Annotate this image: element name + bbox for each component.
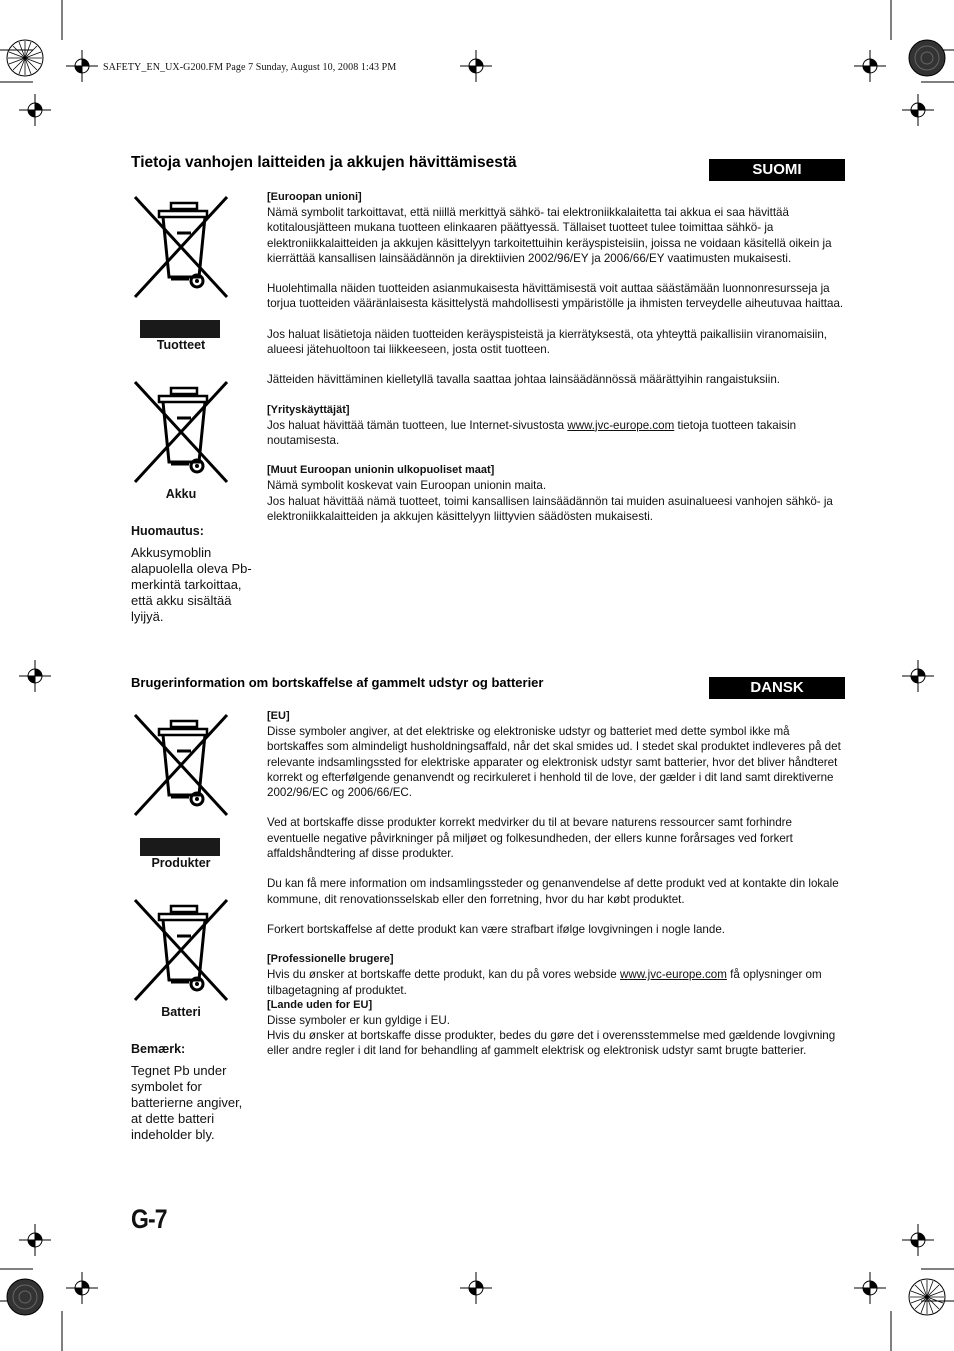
finnish-section-title: Tietoja vanhojen laitteiden ja akkujen hävittämisestä: [131, 154, 517, 171]
page-number: G-7: [131, 1204, 167, 1234]
paragraph: Hvis du ønsker at bortskaffe dette produkt, kan du på vores webside www.jvc-europe.com få oplysninger om tilbagetagning af produktet.: [267, 968, 822, 997]
paragraph: Disse symboler angiver, at det elektriske og elektroniske udstyr og batteriet med dette symbol ikke må bortskaffes som almindeligt husholdningsaffald, når det skal smides ud. I stedet skal produktet indleveres på det relevante indsamlingssted for elektriske apparater og elektronisk udstyr samt batterier, hvor det bliver håndteret korrekt og efterfølgende genanvendt og recirkuleret i henhold til de love, der gælder i dit land samt direktiverne 2002/96/EC og 2006/66/EC.: [267, 725, 841, 800]
paragraph: Hvis du ønsker at bortskaffe disse produkter, bedes du gøre det i overensstemmelse med gældende lovgivning eller andre regler i dit land for behandling af gammelt elektrisk og elektronisk udstyr samt brugte batterier.: [267, 1029, 836, 1058]
paragraph: Jätteiden hävittäminen kielletyllä tavalla saattaa johtaa lainsäädännössä määrättyihin rangaistuksiin.: [267, 373, 781, 387]
paragraph: Huolehtimalla näiden tuotteiden asianmukaisesta hävittämisestä voit auttaa säästämään luonnonresursseja ja torjua tuotteiden vääränlaisesta käsittelystä mahdollisesti ympäristölle ja ihmisten terveydelle aiheutuvaa haittaa.: [267, 282, 844, 311]
note-text: Tegnet Pb under symbolet for batterierne angiver, at dette batteri indeholder bly.: [131, 1063, 243, 1142]
language-badge-danish: DANSK: [709, 677, 845, 699]
paragraph: Nämä symbolit tarkoittavat, että niillä merkittyä sähkö- tai elektroniikkalaitetta tai akkua ei saa hävittää kotitalousjätteen mukana tuotteen elinkaaren päättyessä. Tällaiset tuotteet tulee toimittaa sähkö- ja elektroniikkalaitteiden ja akkujen käsittelyyn tarkoitettuihin keräyspisteisiin, joissa ne voidaan käsitellä oikein ja kierrättää kansallisen lainsäädännön ja direktiivien 2002/96/EY ja 2006/66/EY vaatimusten mukaisesti.: [267, 206, 832, 265]
crossed-bin-icon: [131, 193, 233, 303]
crossed-bin-battery-icon: [131, 896, 233, 1006]
paragraph: Du kan få mere information om indsamlingssteder og genanvendelse af dette produkt ved at kontakte din lokale kommune, dit renovationsselskab eller den forretning, hvor du har købt produktet.: [267, 877, 839, 906]
jvc-europe-link[interactable]: www.jvc-europe.com: [567, 418, 675, 432]
paragraph: Jos haluat lisätietoja näiden tuotteiden keräyspisteistä ja kierrätyksestä, ota yhteyttä paikallisiin viranomaisiin, alueesi jätehuoltoon tai liikkeeseen, josta ostit tuotteen.: [267, 327, 828, 357]
danish-body: [267, 709, 845, 1059]
note-heading: Bemærk:: [131, 1042, 186, 1056]
paragraph: Jos haluat hävittää tämän tuotteen, lue Internet-sivustosta www.jvc-europe.com tietoja tuotteen takaisin noutamisesta.: [267, 418, 797, 447]
danish-section-title: Brugerinformation om bortskaffelse af gammelt udstyr og batterier: [131, 675, 544, 690]
paragraph: Disse symboler er kun gyldige i EU.: [267, 1013, 450, 1027]
language-badge-finnish: SUOMI: [709, 159, 845, 181]
note-heading: Huomautus:: [131, 524, 204, 538]
product-caption: Tuotteet: [156, 338, 206, 352]
crossed-bin-icon: [131, 711, 233, 821]
jvc-europe-link[interactable]: www.jvc-europe.com: [619, 968, 727, 982]
product-black-bar: [140, 320, 220, 338]
paragraph: Jos haluat hävittää nämä tuotteet, toimi kansallisen lainsäädännön tai muiden asuinalueesi vanhojen sähkö- ja elektroniikkalaitteiden ja akkujen käsittelyyn liittyvien säädösten mukaisesti.: [267, 494, 833, 523]
paragraph: Forkert bortskaffelse af dette produkt kan være strafbart ifølge lovgivningen i nogle lande.: [267, 922, 725, 936]
business-heading: [Yrityskäyttäjät]: [267, 403, 350, 416]
paragraph: Nämä symbolit koskevat vain Euroopan unionin maita.: [267, 479, 547, 493]
battery-caption: Akku: [165, 487, 197, 501]
noneu-heading: [Lande uden for EU]: [267, 998, 373, 1011]
product-black-bar: [140, 838, 220, 856]
eu-heading: [EU]: [267, 710, 290, 722]
note-text: Akkusymoblin alapuolella oleva Pb-merkintä tarkoittaa, että akku sisältää lyijyä.: [131, 545, 252, 624]
paragraph: Ved at bortskaffe disse produkter korrekt medvirker du til at bevare naturens ressourcer samt forhindre eventuelle negative påvirkninger på miljøet og folkesundheden, der ellers kunne forårsages ved forkert affaldshåndtering af disse produkter.: [267, 816, 793, 861]
noneu-heading: [Muut Euroopan unionin ulkopuoliset maat]: [267, 464, 495, 477]
eu-heading: [Euroopan unioni]: [267, 191, 362, 203]
product-caption: Produkter: [151, 856, 211, 870]
battery-caption: Batteri: [161, 1005, 201, 1019]
business-heading: [Professionelle brugere]: [267, 953, 394, 966]
finnish-body: [267, 190, 845, 524]
file-info-line: SAFETY_EN_UX-G200.FM Page 7 Sunday, August 10, 2008 1:43 PM: [103, 62, 397, 73]
crossed-bin-battery-icon: [131, 378, 233, 488]
